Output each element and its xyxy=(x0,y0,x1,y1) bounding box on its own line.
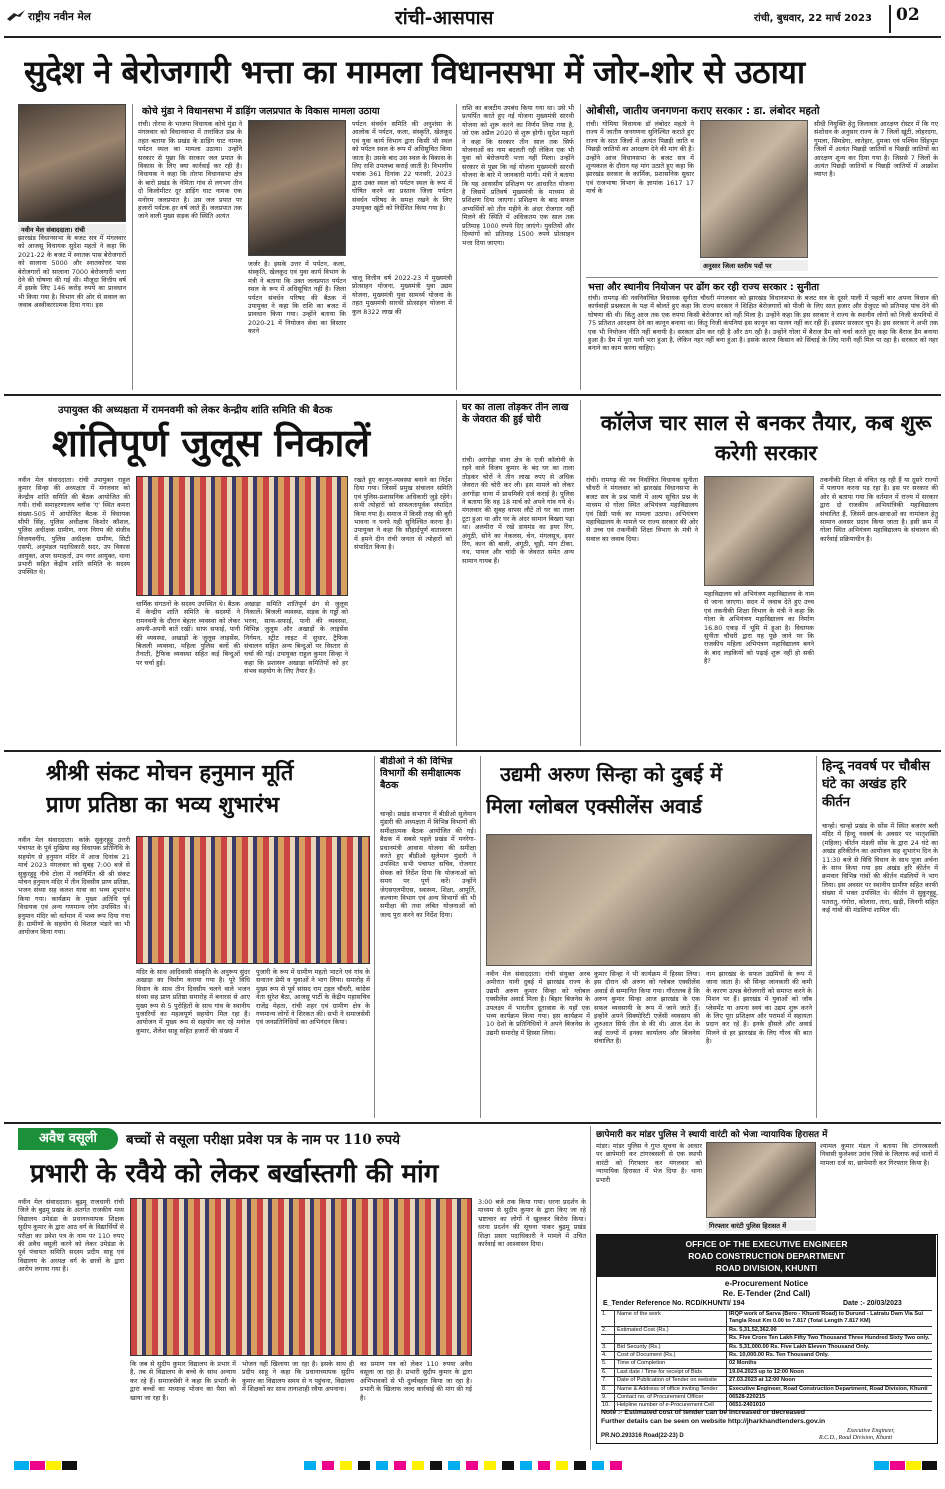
vasooli-photo xyxy=(130,1198,472,1356)
lead-headline: सुदेश ने बेरोजगारी भत्ता का मामला विधानसभा में जोर-शोर से उठाया xyxy=(24,53,805,91)
registration-swatch xyxy=(62,1461,77,1470)
registration-swatch xyxy=(592,1461,604,1470)
tender-row-value: 27.03.2023 at 12:00 Noon xyxy=(729,1377,796,1384)
shanti-col2: धार्मिक संगठनों के सदस्य उपस्थित थे। बैठक में केन्द्रीय शांति समिति के सदस्यों ने रामनवमी के दौरान बेहतर व्यवस्था को लेकर अपनी-अपनी बातें रखीं। साफ सफाई, पानी की व्यवस्था, अखाड़ों के जुलूस लाइसेंस, बिजली व्यवस्था, महिला पुलिस बलों की तैनाती, ट्रैफिक व्यवस्था सहित कई बिन्दुओं पर चर्चा हुई। xyxy=(136,600,240,667)
shanti-col3: अखाड़ा समिति शांतिपूर्ण ढंग से जुलूस निकालें। बिजली व्यवस्था, सड़क के गड्ढों को भरना, साफ-सफाई, पानी की व्यवस्था, विभिन्न जुलूस और अखाड़ों के लाइसेंस निर्गमन, स्ट्रीट लाइट में सुधार, ट्रैफिक संचालन सहित अन्य बिन्दुओं पर विस्तार से चर्चा की गई। उपायुक्त राहुल कुमार सिन्हा ने कहा कि प्रशासन अखाड़ा समितियों को हर संभव सहयोग के लिए तैयार है। xyxy=(244,600,348,676)
registration-swatch xyxy=(430,1461,442,1470)
kirtan-headline: हिन्दू नववर्ष पर चौबीस घंटे का अखंड हरि कीर्तन xyxy=(822,759,930,810)
college-headline: कॉलेज चार साल से बनकर तैयार, कब शुरू करेगी सरकार xyxy=(600,410,932,465)
registration-swatch xyxy=(502,1461,514,1470)
registration-swatch xyxy=(922,1461,937,1470)
shanti-headline: शांतिपूर्ण जुलूस निकालें xyxy=(52,420,371,465)
tender-row-label: Estimated Cost (Rs.) xyxy=(615,1327,727,1334)
tender-row-label: Time of Completion xyxy=(615,1360,727,1367)
sudesh-photo xyxy=(18,104,126,222)
tender-department: ROAD CONSTRUCTION DEPARTMENT xyxy=(688,1251,845,1261)
vasooli-tag xyxy=(18,1128,118,1150)
tender-row-value: Rs. Five Crore Ten Lakh Fifty Two Thousand Three Hundred Sixty Two only. xyxy=(729,1335,930,1342)
koche-headline: कोचे मुंडा ने विधानसभा में डाड़िंग जलप्रपात के विकास मामला उठाया xyxy=(142,106,380,117)
registration-swatch xyxy=(46,1461,61,1470)
obc-body-right: सीधी नियुक्ति हेतु जिलावार आरक्षण रोस्टर में कि गए संशोधन के अनुसार राज्य के 7 जिलों खूंटी, लोहरदगा, गुमला, सिमडेगा, लातेहार, दुमका एवं पश्चिम सिंहभूम जिलों में अत्यंत पिछड़ी जातियों व पिछड़ी जातियों का आरक्षण शून्य कर दिया गया है। जिससे 7 जिलों के अत्यंत पिछड़ी जातियों व पिछड़ी जातियों में आक्रोश व्याप्त है। xyxy=(814,120,938,179)
tender-office: OFFICE OF THE EXECUTIVE ENGINEER xyxy=(685,1239,848,1249)
registration-swatch xyxy=(322,1461,334,1470)
arun-photo xyxy=(486,834,812,966)
registration-swatch xyxy=(14,1461,29,1470)
registration-swatch xyxy=(30,1461,45,1470)
tender-date: Date :- 20/03/2023 xyxy=(843,1300,902,1307)
registration-swatch xyxy=(376,1461,388,1470)
tender-row xyxy=(601,1386,932,1394)
hanuman-headline-1: श्रीश्री संकट मोचन हनुमान मूर्ति xyxy=(46,760,294,786)
vasooli-headline: प्रभारी के रवैये को लेकर बर्खास्तगी की मांग xyxy=(30,1159,439,1189)
registration-swatch xyxy=(906,1461,921,1470)
tender-row-value: Rs. 5,31,52,362.00 xyxy=(729,1326,777,1333)
obc-body: रांची। गोमिया विधायक डॉ लंबोदर महतो ने राज्य में जातीय जनगणना सुनिश्चित कराते हुए राज्य के सात जिलों में अत्यंत पिछड़ी जाति व पिछड़ी जातियों का आरक्षण देने की मांग की है। उन्होंने आज विधानसभा के बजट सत्र में शून्यकाल के दौरान यह मांग उठाते हुए कहा कि झारखंड सरकार के कार्मिक, प्रशासनिक सुधार एवं राजभाषा विभाग के ज्ञापांक 1617 17 मार्च के xyxy=(586,120,694,196)
tender-row-no: 1. xyxy=(601,1311,615,1326)
tender-pr-no: PR.NO.293316 Road(22-23) D xyxy=(601,1433,684,1439)
koche-col1: रांची। तोरपा के भाजपा विधायक कोचे मुंडा ने मंगलवार को विधानसभा में तारांकित प्रश्न के तहत बताया कि प्रखंड के डाड़िंग घाट नामक पर्यटन स्थल का मामला उठाया। उन्होंने सरकार से पूछा कि सरकार जल प्रपात के विकास के लिए क्या कार्रवाई कर रही है। विधायक ने कहा कि तोरपा विधानसभा क्षेत्र के बारो प्रखंड के नेमिता गांव से लगभग तीन दो किलोमीटर दूर डाड़िंग घाट नामक एक मनोरम जलप्रपात है। उस जल प्रपात पर हजारों पर्यटक हर वर्ष जाते हैं। जलप्रपात तक जाने वाली मुख्य सड़क की स्थिति अत्यंत xyxy=(138,120,242,221)
registration-swatch xyxy=(874,1461,889,1470)
tender-row-value: 02 Months xyxy=(729,1360,757,1367)
registration-swatch xyxy=(412,1461,424,1470)
tender-row-value: Executive Engineer, Road Construction Department, Road Division, Khunti xyxy=(729,1385,928,1392)
tender-notice-title: e-Procurement Notice xyxy=(724,1279,809,1288)
vasooli-col4: का प्रमाण पत्र को लेकर 110 रुपया अवैध वसूला जा रहा है। प्रभारी सुदीप कुमार के द्वारा अभिभावकों से भी दुर्व्यवहार किया जा रहा है। प्रभारी के खिलाफ जल्द कार्रवाई की मांग की गई है। xyxy=(360,1360,472,1402)
shanti-kicker: उपायुक्त की अध्यक्षता में रामनवमी को लेकर केन्द्रीय शांति समिति की बैठक xyxy=(58,405,333,416)
tender-ref: E_Tender Reference No. RCD/KHUNTI/ 194 xyxy=(603,1300,745,1307)
tender-row-label: Contact no. of Procurement Officer xyxy=(615,1394,727,1401)
tender-division: ROAD DIVISION, KHUNTI xyxy=(715,1263,818,1273)
tender-row xyxy=(601,1344,932,1352)
tender-row xyxy=(601,1377,932,1385)
bdo-headline: बीडीओ ने की विभिन्न विभागों की समीक्षात्मक बैठक xyxy=(380,756,461,791)
bird-logo-icon xyxy=(6,8,26,22)
arun-col3: नाम झारखंड के सफल उद्यमियों के रूप में जाना जाता है। श्री सिन्हा जानकारी की कमी के कारण उत्पन्न बेरोजगारी को समाप्त करने के मिशन पर हैं। झारखंड में युवाओं को जॉब प्लेसमेंट या अपना स्वयं का उद्यम शुरू करने के लिए पूरा प्रशिक्षण और परामर्श में सहायता प्रदान कर रहे हैं। इनके हौसले और अवार्ड मिलने से हर झारखंड के लिए गौरव की बात है। xyxy=(706,970,812,1046)
tender-row-label: Name & Address of office inviting Tender xyxy=(615,1386,727,1393)
registration-swatch xyxy=(890,1461,905,1470)
lambodar-photo xyxy=(700,120,808,258)
vasooli-col3: भोजन नहीं खिलाया जा रहा है। इसके साथ ही प्रदीप साहू ने कहा कि प्रधानाध्यापक सुदीप कुमार का विद्यालय समय से न पहुंचना, विद्यालय में शिक्षकों का साथ तानाशाही रवैया अपनाना। xyxy=(242,1360,354,1394)
tender-row-value: Rs. 10,000.00 Rs. Ten Thousand Only. xyxy=(729,1352,829,1359)
sunita-headline: भत्ता और स्थानीय नियोजन पर ढोंग कर रही राज्य सरकार : सुनीता xyxy=(588,282,820,293)
college-col2: महाविद्यालय को अभियंत्रण महाविद्यालय के नाम से जाना जाएगा। सदन में जवाब देते हुए उच्च एवं तकनीकी शिक्षा विभाग के मंत्री ने कहा कि गोला के अभियंत्रण महाविद्यालय का निर्माण 16.80 एकड़ में भूमि में हुआ है। विधायक सुनीता चौधरी द्वारा यह पूछे जाने पर कि राजकीय महिला अभियंत्रण महाविद्यालय बनने के बाद लड़कियों को पढ़ाई शुरू नहीं हो सकी है? xyxy=(704,590,814,666)
obc-caption: अनुसार जिला स्तरीय पदों पर xyxy=(700,260,808,271)
tender-row-value: Rs. 5,31,000.00 Rs. Five Lakh Eleven Thousand Only. xyxy=(729,1343,870,1350)
tender-notice xyxy=(596,1234,938,1444)
chhapemari-photo xyxy=(706,1142,816,1218)
tender-row-no: 8. xyxy=(601,1386,615,1393)
tender-row-label: Date of Publication of Tender on website xyxy=(615,1377,727,1384)
tender-row xyxy=(601,1394,932,1402)
masthead xyxy=(0,0,945,46)
tender-row xyxy=(601,1352,932,1360)
sunita-body: रांची। रामगढ़ की नवनिर्वाचित विधायक सुनीता चौधरी मंगलवार को झारखंड विधानसभा के बजट सत्र के दूसरे पाली में पहली बार अपना विधान की कार्यवाही प्रश्नकाल के पक्ष में बोलते हुए कहा कि राज्य सरकार ने शिक्षित बेरोजगारों को पीजी के लिए सात हजार और ग्रेजुएट को प्रतिमाह पांच देने की घोषणा की थी। किंतु आज तक एक रुपया किसी बेरोजगार को नहीं मिला है। उन्होंने कहा कि इस सरकार ने राज्य के स्थानीय लोगों को निजी कंपनियों में 75 प्रतिशत आरक्षण देने का कानून बनाया था। किंतु निजी कंपनियां इस कानून का पालन नहीं कर रही हैं। इसपर सरकार चुप है। इस सरकार ने अभी तक एक भी नियोजन नीति नहीं बनायी है। सरकार ढोंग कर रही है और ठग रही है। उन्होंने गोला में बैराज डैम को चर्चा करते हुए कहा कि बैराज डैम बनाया हुआ है। डैम में पूरा पानी भरा हुआ है, लेकिन नहर नहीं बना हुआ है। इसके कारण किसान को सिंचाई के लिए पानी नहीं मिल पा रहा है। सरकार को नहर बनाने का काम करना चाहिए। xyxy=(588,294,938,353)
chhapemari-body2: श्यामल कुमार मंडल ने बताया कि टांगरबसली निवासी फुलेश्वर उरांव जिसे के जिलाफ कई थानों में मामला दर्ज था, छापेमारी कर गिरफ्तार किया है। xyxy=(820,1142,938,1167)
vasooli-col2: कि जब से सुदीप कुमार विद्यालय के प्रभार में है, तब से विद्यालय के बच्चे के साथ अन्याय कर रहे हैं। समाजसेवी ने कहा कि प्रभारी के द्वारा बच्चों का मध्यान्ह भोजन का पैसा को खाया जा रहा है। xyxy=(130,1360,236,1402)
registration-swatch xyxy=(556,1461,568,1470)
koche-col3: पर्यटन संवर्धन समिति की अनुशंसा के आलोक में पर्यटन, कला, संस्कृति, खेलकूद एवं युवा कार्य विभाग द्वारा किसी भी स्थल को पर्यटन स्थल के रूप में अधिसूचित किया जाता है। उसके बाद उस स्थल के विकास के लिए राशि उपलब्ध कराई जाती है। विभागीय पत्रांक 361 दिनांक 22 फरवरी, 2023 द्वारा उक्त स्थल को पर्यटन स्थल के रूप में घोषित करने का प्रस्ताव जिला पर्यटन संवर्धन परिषद के समक्ष रखने के लिए उपायुक्त खूंटी को निर्देशित किया गया है। xyxy=(352,120,452,213)
chori-headline: घर का ताला तोड़कर तीन लाख के जेवरात की हुई चोरी xyxy=(462,402,569,425)
tender-header xyxy=(597,1235,936,1277)
tender-row-value: 06528-220215 xyxy=(729,1394,766,1401)
color-registration-bar xyxy=(4,1460,941,1472)
tender-note2: Further details can be seen on website http://jharkhandtenders.gov.in xyxy=(601,1418,826,1425)
page-number-divider xyxy=(889,5,891,33)
arun-headline-1: उद्यमी अरुण सिन्हा को दुबई में xyxy=(500,762,723,786)
dateline: रांची, बुधवार, 22 मार्च 2023 xyxy=(754,13,872,24)
hanuman-col3: पुजारी के रूप में ग्रामीण महतो भाटने एवं गांव के सनातन प्रेमी व युवाओं ने भाग लिया। समारोह में मुख्य रूप से पूर्व सांसद राम टहल चौधरी, कांग्रेस नेता सुरेश बैठा, आजसू पार्टी के केंद्रीय महासचिव राजेंद्र मेहता, रांची शहर एवं ग्रामीण क्षेत्र के गणमान्य लोगों ने शिरकत की। सभी ने समाजसेवी एवं जनप्रतिनिधियों का अभिनंदन किया। xyxy=(256,968,370,1027)
tender-signature2: R.C.D., Road Division, Khunti xyxy=(819,1435,893,1441)
college-col1: रांची। रामगढ़ की नव निर्वाचित विधायक सुनीता चौधरी ने मंगलवार को झारखंड विधानसभा के बजट सत्र के प्रश्न पाली में अल्प सूचित प्रश्न के माध्यम से गोला स्थित अभियंत्रण महाविद्यालय एवं डिग्री पार्क का मामला उठाया। अभियंत्रण महाविद्यालय के मामले पर राज्य सरकार की ओर से उच्च एवं तकनीकी शिक्षा विभाग के मंत्री ने सवाल का जवाब दिया। xyxy=(586,476,698,543)
vasooli-col5: 3:00 बजे तक किया गया। धरना प्रदर्शन के माध्यम से सुदीप कुमार के द्वारा किए जा रहे भ्रष्टाचार का लोगों ने खुलकर विरोध किया। धरना प्रदर्शन की सूचना पाकर बुढ़मू प्रखंड शिक्षा प्रसार पदाधिकारी ने मामले में उचित कार्रवाई का आश्वासन दिया। xyxy=(478,1198,586,1249)
tender-recall: Re. E-Tender (2nd Call) xyxy=(722,1289,811,1298)
tender-row-no xyxy=(601,1335,615,1342)
tender-row xyxy=(601,1335,932,1343)
chhapemari-caption: गिरफ्तार वारंटी पुलिस हिरासत में xyxy=(706,1220,816,1231)
tender-row xyxy=(601,1311,932,1327)
chhapemari-headline: छापेमारी कर मांडर पुलिस ने स्थायी वारंटी को भेजा न्यायायिक हिरासत में xyxy=(596,1130,828,1140)
registration-swatch xyxy=(520,1461,532,1470)
tender-row-label: Bid Security (Rs.) xyxy=(615,1344,727,1351)
tender-row-no: 2. xyxy=(601,1327,615,1334)
shanti-photo xyxy=(136,476,348,596)
tender-row-label: Helpline number of e-Procurement Cell xyxy=(615,1402,727,1409)
vasooli-tag-label: अवैध वसूली xyxy=(39,1131,97,1146)
arun-col1: नवीन मेल संवाददाता। रांची संयुक्त अरब अमीरात यानी दुबई में झारखंड राज्य के उद्यमी अरुण कुमार सिन्हा को ग्लोबल एक्सीलेंस अवार्ड मिला है। बिहार बिजनेस के उपलक्ष्य में भारतीय दूतावास के यहाँ एक भव्य कार्यक्रम किया गया। इस कार्यक्रम में 10 देशों के प्रतिनिधियों ने अपने बिजनेस के उद्यमी समारोह में हिस्सा लिया। xyxy=(486,970,590,1037)
registration-swatch xyxy=(574,1461,586,1470)
masthead-rule xyxy=(4,36,941,38)
tender-row xyxy=(601,1360,932,1368)
paper-name: राष्ट्रीय नवीन मेल xyxy=(28,11,91,23)
tender-signature1: Executive Engineer, xyxy=(847,1428,895,1434)
section-title: रांची-आसपास xyxy=(395,7,494,29)
tender-table xyxy=(601,1310,932,1411)
registration-swatch xyxy=(484,1461,496,1470)
registration-swatch xyxy=(304,1461,316,1470)
tender-row-label: Name of the work xyxy=(615,1311,727,1326)
vasooli-kicker: बच्चों से वसूला परीक्षा प्रवेश पत्र के नाम पर 110 रुपये xyxy=(126,1132,400,1148)
tender-row-value: IRQP work of Sarva (Bero - Khunti Road) to Durund - Latratu Dam Via Sui Tangla Rout Km 0.00 to 7.817 (Total Length 7.817 KM) xyxy=(729,1311,924,1325)
kirtan-body: चान्हो। चान्हो प्रखंड के सोंस में स्थित बजरंग बली मंदिर में हिन्दू नववर्ष के अवसर पर भातृशक्ति (महिला) कीर्तन मंडली सोंस के द्वारा 24 घंटे का अखंड हरिकीर्तन का आयोजन सह शुभारंभ दिन के 11:30 बजे से विधि विधान के साथ पूजा अर्चना के साथ किया गया इस अखंड हरि कीर्तन में क्रमवार विभिन्न गांवों की कीर्तन मंडलियों ने भाग लिया। इस अवसर पर स्थानीय ग्रामीण सहित काफी संख्या में भक्त उपस्थित थे। कीर्तन में सुकुरहुट्टू, पतरातु, गंगोरा, कोलारा, तारा, खड़ी, जिनगी सहित कई गांवों की मंडलियां शामिल थीं। xyxy=(822,822,938,915)
tender-row-no: 9. xyxy=(601,1394,615,1401)
shanti-col4: रखते हुए कानून-व्यवस्था बनाने का निर्देश दिया गया। जिसमें प्रमुख संचालन समिति एवं पुलिस-प्रशासनिक अधिकारी जुड़े रहेंगे। सभी त्योहारों को सफलतापूर्वक संपादित किया गया है। समाज में किसी तरह की बुरी भावना न पनपे यही सुनिश्चित करना है। उपायुक्त ने कहा कि सौहार्दपूर्ण वातावरण में हमने दीन रांची जनता से त्योहारों को संपादित किया है। xyxy=(354,476,452,552)
vasooli-col1: नवीन मेल संवाददाता। बुढ़मू राजधानी रांची जिले के बुढ़मू प्रखंड के अंतर्गत राजकीय मध्य विद्यालय उमेडंडा के प्रधानाध्यापक शिक्षक सुदीप कुमार के द्वारा आठ वर्ग के विद्यार्थियों से परीक्षा का प्रवेश पत्र के नाम पर 110 रुपए की अवैध वसूली करने को लेकर उमेडंडा के पूर्व पंचायत समिति सदस्य प्रदीप साहू एवं विद्यालय के अध्यक्ष वर्ग के छात्रों के द्वारा आरोप लगाया गया है। xyxy=(18,1198,124,1274)
tender-row-label: Last date / Time for receipt of Bids xyxy=(615,1369,727,1376)
registration-swatch xyxy=(358,1461,370,1470)
tender-row-no: 3. xyxy=(601,1344,615,1351)
lead-body-2: राशि का बजटीय उपबंध किया गया था। उसे भी प्रत्यर्पित करते हुए नई योजना मुख्यमंत्री सारथी योजना को शुरू करने का निर्णय लिया गया है, जो एक अप्रैल 2020 से शुरू होगी। सुदेश महतो ने कहा कि सरकार तीन साल तक सिर्फ योजनाओं का नाम बदलती रही लेकिन एक भी युवा को बेरोजगारी भत्ता नहीं मिला। उन्होंने सरकार से पूछा कि नई योजना मुख्यमंत्री सारथी योजना के बारे में जानकारी मांगी। मंत्री ने बताया कि यह आवासीय प्रशिक्षण पर आधारित योजना है जिसमें प्रतिवर्ष मुख्यमंत्री के माध्यम से प्रशिक्षण दिया जाएगा। प्रशिक्षण के बाद सफल अभ्यर्थियों को तीन महीने के अंदर रोजगार नहीं मिलने की स्थिति में अधिकतम एक साल तक प्रतिमाह 1000 रुपये दिए जाएंगे। युवतियों और दिव्यांगों को प्रतिमाह 1500 रुपये प्रोत्साहन भत्ता दिया जाएगा। xyxy=(462,104,574,247)
shanti-col1: नवीन मेल संवाददाता। रांची उपायुक्त राहुल कुमार सिन्हा की अध्यक्षता में मंगलवार को केन्द्रीय शांति समिति की बैठक आयोजित की गयी। रांची समाहरणालय ब्लॉक 'ए' स्थित कमरा संख्या-505 में आयोजित बैठक में विधायक सीपी सिंह, पुलिस अधीक्षक किशोर कौशल, पुलिस अधीक्षक ग्रामीण, नगर निगम की संजीव विजयवर्गीय, पुलिस अधीक्षक ग्रामीण, सिटी एसपी, अनुमंडल पदाधिकारी सदर, उप विकास आयुक्त, अपर समाहर्ता, उप नगर आयुक्त, थाना प्रभारी सहित केंद्रीय शांति समिति के सदस्य उपस्थित थे। xyxy=(18,476,130,577)
registration-swatch xyxy=(538,1461,550,1470)
tender-row-no: 10. xyxy=(601,1402,615,1409)
tender-row-no: 5. xyxy=(601,1360,615,1367)
tender-row-label xyxy=(615,1335,727,1342)
registration-swatch xyxy=(448,1461,460,1470)
koche-col4: चालू वित्तीय वर्ष 2022-23 में मुख्यमंत्री प्रोत्साहन योजना, मुख्यमंत्री युवा उद्यम योजना, मुख्यमंत्री युवा सामर्थ्य योजना के तहत मुख्यमंत्री सारथी प्रोत्साहन योजना में कुल 8322 लाख की xyxy=(352,274,452,316)
koche-col2: जर्जर है। इसके उत्तर में पर्यटन, कला, संस्कृति, खेलकूद एवं युवा कार्य विभाग के मंत्री ने बताया कि उक्त जलप्रपात पर्यटन स्थल के रूप में अधिसूचित नहीं है। जिला पर्यटन संवर्धन परिषद की बैठक में उपायुक्त ने कहा कि राशि का बजट में प्रावधान किया गया। उन्होंने बताया कि 2020-21 में नियोजन सेवा का विस्तार करने xyxy=(248,260,346,336)
tender-row-no: 4. xyxy=(601,1352,615,1359)
arun-headline-2: मिला ग्लोबल एक्सीलेंस अवार्ड xyxy=(486,794,703,818)
hanuman-col2: मंदिर के साथ आदिवासी संस्कृति के अनुरूप सुंदर अखाड़ा का निर्माण कराया गया है। पूरे विधि विधान के साथ तीन दिवसीय चलने वाले भजन संध्या सह प्राण प्रतिष्ठा समारोह में बनारस से आए मुख्य रूप से 5 पुरोहितों के साथ गांव के स्थानीय पुजारियों का महत्वपूर्ण सहयोग मिल रहा है। आयोजन में मुख्य रूप से सहयोग कर रहे मनोज कुमार, शैलेश साहू सहित हजारों की संख्या में xyxy=(136,968,250,1035)
tender-row-value: 0651-2401010 xyxy=(729,1402,766,1409)
page-number: 02 xyxy=(896,5,920,25)
lead-body-1: झारखंड विधानसभा के बजट सत्र में मंगलवार को आजसू विधायक सुदेश महतो ने कहा कि 2021-22 के बजट में स्नातक पास बेरोजगारों को सालाना 5000 और स्नातकोत्तर पास बेरोजगारों को सालाना 7000 बेरोजगारी भत्ता देने की घोषणा की गई थी। मौजूदा वित्तीय वर्ष में इसके लिए 146 करोड़ रुपये का प्रावधान भी किया गया है। विभाग की ओर से सवाल का जवाब अस्वीकारात्मक दिया गया। इस xyxy=(18,234,126,310)
bdo-body: चान्हो। प्रखंड सभागार में बीडीओ सुलेमान मुंडारी की अध्यक्षता में विभिन्न विभागों की समीक्षात्मक बैठक आयोजित की गई। बैठक में सबसे पहले प्रखंड में मनरेगा-प्रधानमंत्री आवास योजना की समीक्षा करते हुए बीडीओ सुलेमान मुंडारी ने उपस्थित सभी पंचायत सचिव, रोजगार सेवक को निर्देश दिया कि योजनाओं को समय पर पूर्ण करें। उन्होंने जेएसएलपीएस, स्वास्थ्य, शिक्षा, आपूर्ति, कल्याण विभाग एवं अन्य विभागों की भी समीक्षा की तथा लंबित योजनाओं को जल्द पूरा करने का निर्देश दिया। xyxy=(380,810,476,919)
tender-row xyxy=(601,1369,932,1377)
hanuman-col1: नवीन मेल संवाददाता। कांके सुकुरहुट्टू उत्तरी पंचायत के पूर्व मुखिया सह विधायक प्रतिनिधि के सहयोग से हनुमान मंदिर में आज दिनांक 21 मार्च 2023 मंगलवार को सुबह 7:00 बजे से सुकुरहुट्टू नीचे टोला में नवनिर्मित श्री श्री संकट मोचन हनुमान मंदिर में तीन दिवसीय प्राण प्रतिष्ठा, भजन संध्या सह कलश यात्रा का भव्य शुभारंभ किया गया। कार्यक्रम के मुख्य अतिथि पूर्व विधायक एवं अन्य गणमान्य लोग उपस्थित थे। हनुमान मंदिर को वर्तमान में भव्य रूप दिया गया है। ग्रामीणों के सहयोग से विशाल भंडारे का भी आयोजन किया गया। xyxy=(18,836,130,937)
college-col3: तकनीकी शिक्षा से वंचित रह रही हैं या दूसरे राज्यों में पलायन करना पड़ रहा है। इस पर सरकार की ओर से बताया गया कि वर्तमान में राज्य में सरकार द्वारा दो राजकीय अभियांत्रिकी महाविद्यालय संचालित हैं, जिसमें छात्र-छात्राओं का नामांकन हेतु सामान अवसर प्रदान किया जाता है। इसी क्रम में गोला स्थित अभियंत्रण महाविद्यालय के संचालन की कार्रवाई प्रक्रियाधीन है। xyxy=(820,476,938,543)
chori-body: रांची। अरगोड़ा थाना क्षेत्र के एजी कॉलोनी के रहने वाले विजय कुमार के बंद घर का ताला तोड़कर चोरों ने तीन लाख रुपए से अधिक जेवरात की चोरी कर ली। इस मामले को लेकर अरगोड़ा थाना में प्राथमिकी दर्ज कराई है। पुलिस ने बताया कि वह 18 मार्च को अपने गांव गये थे। मंगलवार की सुबह वापस लौटे तो घर का ताला टूटा हुआ था और घर के अंदर सामान बिखरा पड़ा था। अलमीरा में रखे डायमंड का इयर रिंग, अंगूठी, सोने का नेकलस, चेन, मंगलसूत्र, इयर रिंग, कान की बाली, अंगूठी, चूड़ी, मांग टीका, नथ, पायल और चांदी के जेवरात समेत अन्य सामान गायब हैं। xyxy=(462,456,574,565)
registration-swatch xyxy=(340,1461,352,1470)
tender-row-label: Cost of Document (Rs.) xyxy=(615,1352,727,1359)
tender-row-no: 6. xyxy=(601,1369,615,1376)
obc-headline: ओबीसी, जातीय जनगणना कराए सरकार : डा. लंबोदर महतो xyxy=(586,105,820,117)
lead-dateline: नवीन मेल संवाददाता। रांची xyxy=(18,224,126,235)
hanuman-headline-2: प्राण प्रतिष्ठा का भव्य शुभारंभ xyxy=(46,792,280,818)
arun-col2: कुमार सिन्हा ने भी कार्यक्रम में हिस्सा लिया। इस दौरान श्री अरुण को ग्लोबल एक्सीलेंस अवार्ड से सम्मानित किया गया। गौरतलब है कि अरुण कुमार सिन्हा आज झारखंड के एक सफल व्यवसायी के रूप में जाने जाते हैं। इन्होंने अपने सिक्योरिटी एजेंसी व्यवसाय की शुरुआत सिर्फ तीन से की थी। आज देश के कई राज्यों में इनका कार्यालय और बिजनेस संचालित है। xyxy=(594,970,700,1046)
koche-photo xyxy=(248,120,346,256)
hanuman-photo xyxy=(136,836,370,964)
tender-note1: Note :- Estimated cost of tender can be increased or decreased xyxy=(601,1409,805,1416)
chhapemari-body1: मांडर। मांडर पुलिस ने गुप्त सूचना के आधार पर छापेमारी कर टांगरबसली से एक स्थायी वारंटी को गिरफ्तार कर मंगलवार को न्यायायिक हिरासत में भेज दिया है। थाना प्रभारी xyxy=(596,1142,702,1184)
registration-swatch xyxy=(466,1461,478,1470)
registration-swatch xyxy=(394,1461,406,1470)
sunita-photo xyxy=(704,476,814,586)
tender-row-no: 7. xyxy=(601,1377,615,1384)
tender-row xyxy=(601,1327,932,1335)
tender-row-value: 19.04.2023 up to 12:00 Noon xyxy=(729,1368,804,1375)
registration-swatch xyxy=(610,1461,622,1470)
